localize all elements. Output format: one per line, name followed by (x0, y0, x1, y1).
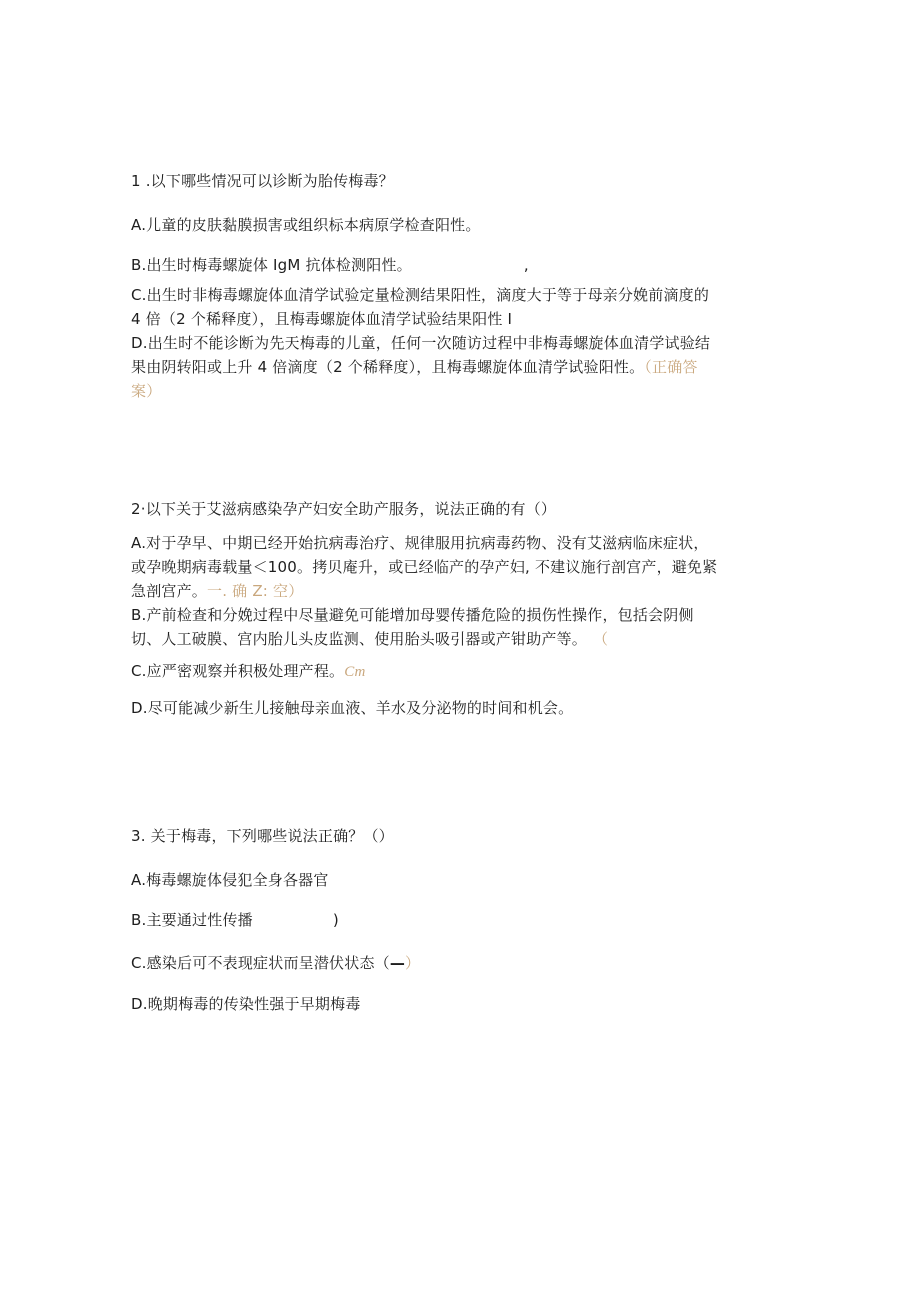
question-3-option-d: D.晚期梅毒的传染性强于早期梅毒 (131, 995, 361, 1013)
question-2-option-a-line1: A.对于孕早、中期已经开始抗病毒治疗、规律服用抗病毒药物、没有艾滋病临床症状， (131, 534, 709, 552)
question-2-option-b-line2 (131, 629, 608, 649)
question-1-option-b-text: B.出生时梅毒螺旋体 IgM 抗体检测阳性。 (131, 256, 412, 274)
question-3-option-b (131, 910, 339, 930)
question-1-option-d-line2 (131, 357, 698, 377)
question-3-option-c-mark: — (389, 954, 406, 972)
question-2-option-b-line2-text: 切、人工破膜、宫内胎儿头皮监测、使用胎头吸引器或产钳助产等。 (131, 630, 588, 648)
question-2-option-c-mark: Cm (344, 664, 366, 680)
question-2-option-c (131, 661, 366, 682)
question-1-answer-mark-cont: 案） (131, 382, 162, 400)
question-2-option-a-line2: 或孕晚期病毒载量＜100。拷贝庵升，或已经临产的孕产妇, 不建议施行剖宫产，避免紧 (131, 558, 718, 576)
question-3-option-b-mark: ) (332, 911, 339, 929)
question-3-option-a: A.梅毒螺旋体侵犯全身各器官 (131, 871, 329, 889)
question-2-option-b-mark: （ (593, 630, 609, 648)
question-3-option-c-close: ） (405, 954, 421, 972)
question-1-option-c-line1: C.出生时非梅毒螺旋体血清学试验定量检测结果阳性，滴度大于等于母亲分娩前滴度的 (131, 286, 710, 304)
question-3-option-c (131, 953, 420, 973)
question-1-answer-mark: （正确答 (644, 358, 698, 376)
question-1-option-b (131, 255, 529, 275)
question-2-option-a-line3 (131, 581, 303, 601)
question-1-option-d-line1: D.出生时不能诊断为先天梅毒的儿童，任何一次随访过程中非梅毒螺旋体血清学试验结 (131, 334, 711, 352)
question-2-title: 2·以下关于艾滋病感染孕产妇安全助产服务，说法正确的有（） (131, 500, 557, 518)
question-1-option-d-line2-text: 果由阴转阳或上升 4 倍滴度（2 个稀释度），且梅毒螺旋体血清学试验阳性。 (131, 358, 645, 376)
question-1-title: 1 .以下哪些情况可以诊断为胎传梅毒？ (131, 172, 394, 190)
question-1-option-c-line2: 4 倍（2 个稀释度），且梅毒螺旋体血清学试验结果阳性 I (131, 310, 513, 328)
question-2-option-a-line3-text: 急剖宫产。 (131, 582, 208, 600)
question-1-option-a: A.儿童的皮肤黏膜损害或组织标本病原学检查阳性。 (131, 216, 481, 234)
question-1-option-b-mark: , (523, 256, 529, 274)
question-2-option-c-text: C.应严密观察并积极处理产程。 (131, 662, 345, 680)
question-3-option-b-text: B.主要通过性传播 (131, 911, 253, 929)
question-2-answer-mark: 一. 确 Z: 空） (207, 582, 304, 600)
question-2-option-b-line1: B.产前检查和分娩过程中尽量避免可能增加母婴传播危险的损伤性操作，包括会阴侧 (131, 606, 694, 624)
question-2-option-d: D.尽可能减少新生儿接触母亲血液、羊水及分泌物的时间和机会。 (131, 699, 574, 717)
question-3-title: 3. 关于梅毒，下列哪些说法正确？（） (131, 827, 394, 845)
question-3-option-c-text: C.感染后可不表现症状而呈潜伏状态（ (131, 954, 390, 972)
